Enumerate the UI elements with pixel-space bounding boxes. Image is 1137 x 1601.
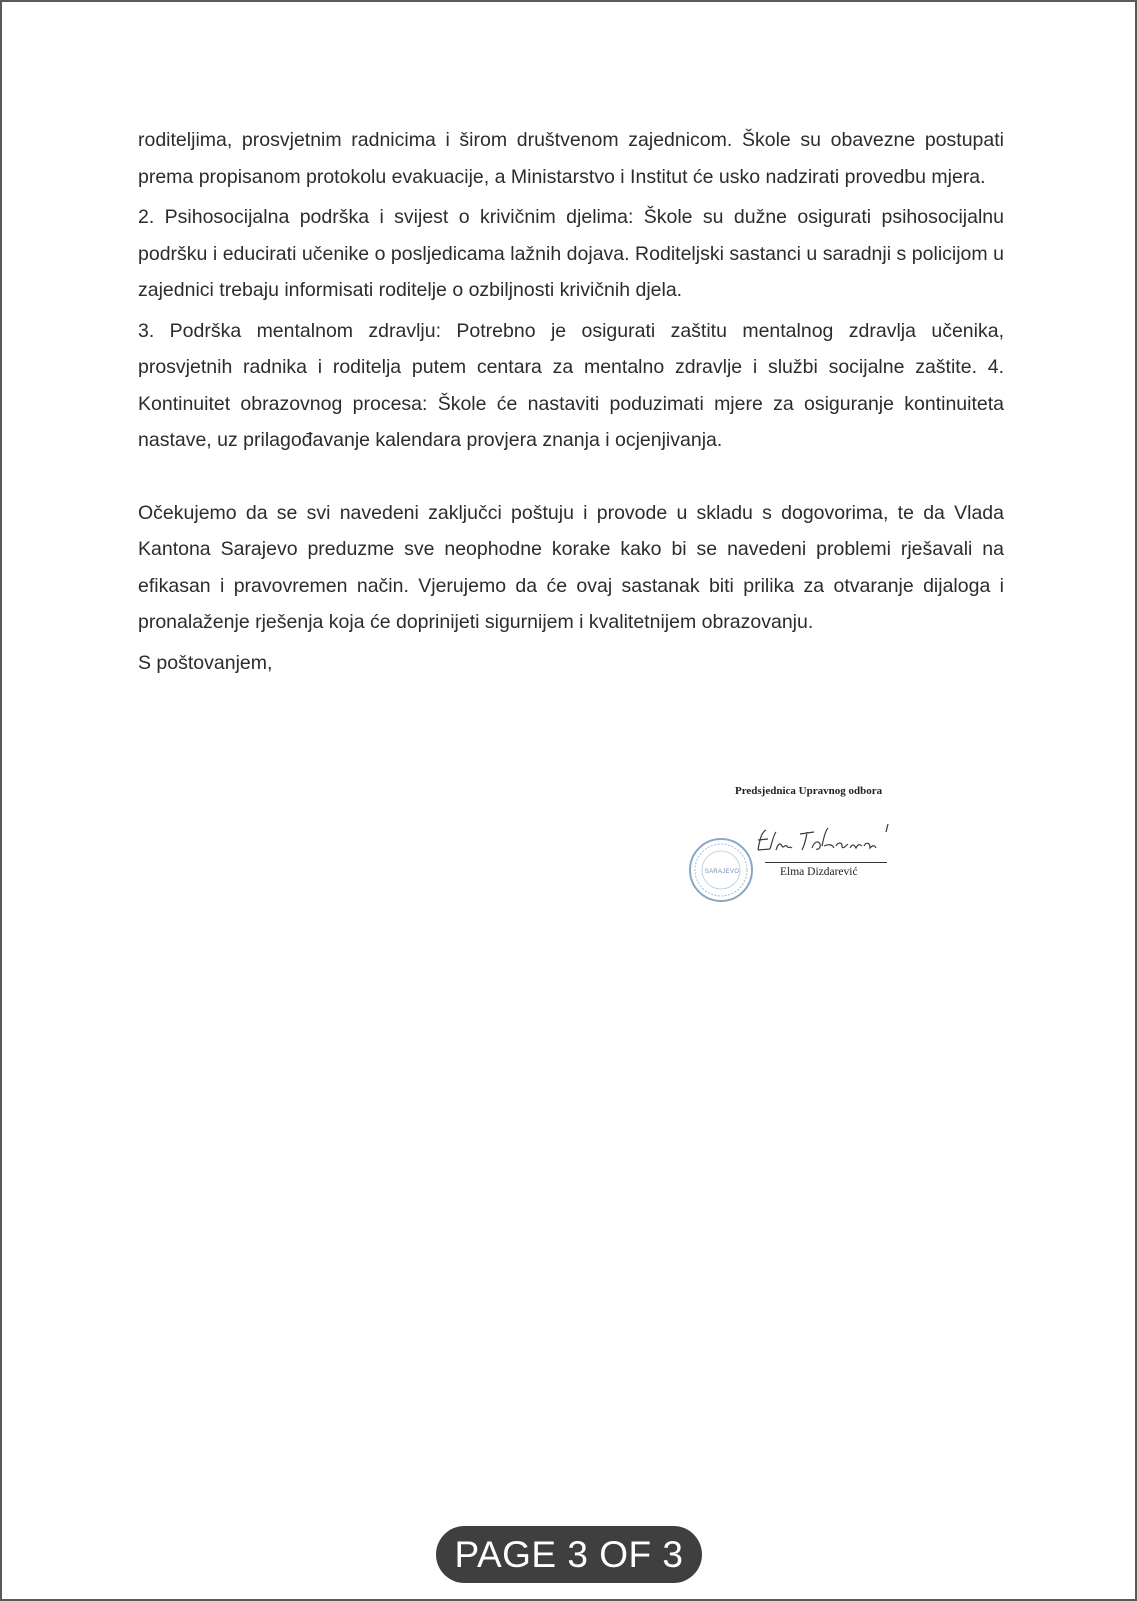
paragraph-expectations: Očekujemo da se svi navedeni zaključci poštuju i provode u skladu s dogovorima, te da Vlada Kantona Sarajevo preduzme sve neophodne korake kako bi se navedeni problemi rješavali na efikasan i pravovremen način. Vjerujemo da će ovaj sastanak biti prilika za otvaranje dijaloga i pronalaženje rješenja koja će doprinijeti sigurnijem i kvalitetnijem obrazovanju.	[138, 501, 1004, 633]
closing-salutation: S poštovanjem,	[138, 651, 273, 674]
paragraph-psychosocial-support: 2. Psihosocijalna podrška i svijest o krivičnim djelima: Škole su dužne osigurati psihosocijalnu podršku i educirati učenike o posljedicama lažnih dojava. Roditeljski sastanci u saradnji s policijom u zajednici trebaju informisati roditelje o ozbiljnosti krivičnih djela.	[138, 206, 1004, 301]
paragraph-mental-health: 3. Podrška mentalnom zdravlju: Potrebno je osigurati zaštitu mentalnog zdravlja učenika, prosvjetnih radnika i roditelja putem centara za mentalno zdravlje i službi socijalne zaštite. 4. Kontinuitet obrazovnog procesa: Škole će nastaviti poduzimati mjere za osiguranje kontinuiteta nastave, uz prilagođavanje kalendara provjera znanja i ocjenjivanja.	[138, 319, 1004, 451]
signatory-title: Predsjednica Upravnog odbora	[735, 785, 883, 797]
signature-line	[765, 862, 887, 863]
signatory-name: Elma Dizdarević	[780, 866, 858, 878]
document-body	[138, 122, 1004, 685]
signature-block	[692, 782, 912, 912]
paragraph-evacuation: roditeljima, prosvjetnim radnicima i širom društvenom zajednicom. Škole su obavezne postupati prema propisanom protokolu evakuacije, a Ministarstvo i Institut će usko nadzirati provedbu mjera.	[138, 129, 1004, 188]
page-indicator-badge: PAGE 3 OF 3	[436, 1526, 702, 1583]
handwritten-signature	[752, 822, 902, 858]
stamp-label: SARAJEVO	[704, 869, 740, 875]
